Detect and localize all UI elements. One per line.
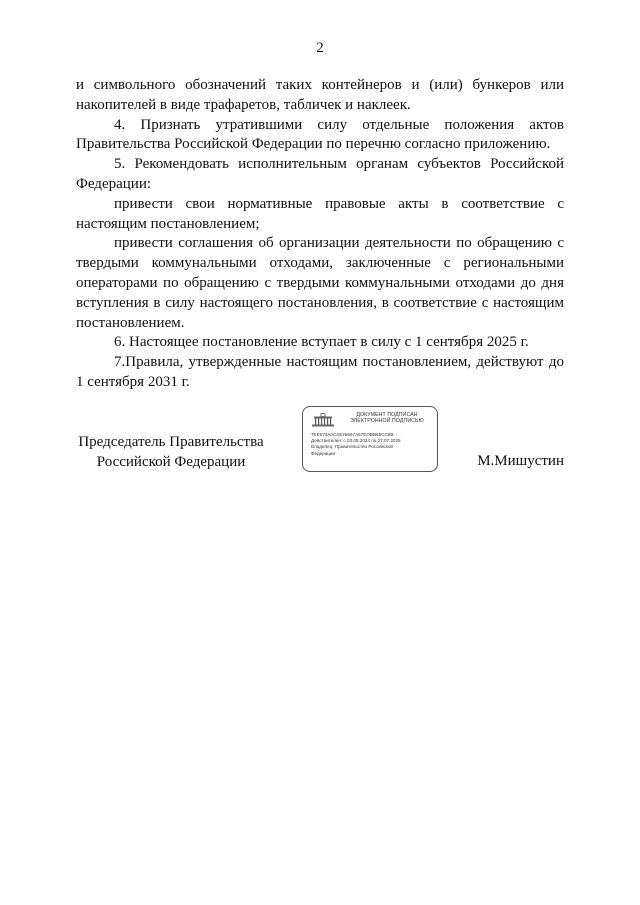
paragraph-item-7: 7.Правила, утвержденные настоящим постановлением, действуют до 1 сентября 2031 г. [76, 354, 564, 390]
electronic-signature-stamp [302, 406, 438, 472]
signer-position-line-2: Российской Федерации [96, 454, 246, 470]
stamp-heading-line-1: ДОКУМЕНТ ПОДПИСАН [356, 412, 418, 418]
stamp-owner-line-2: Федерации [311, 450, 336, 456]
signature-block [76, 412, 564, 480]
stamp-validity: Действителен: с 03.05.2024 по 27.07.2025 [311, 438, 401, 444]
page-number: 2 [316, 40, 324, 56]
signer-position [76, 432, 266, 472]
stamp-heading [339, 412, 435, 425]
paragraph-continuation: и символьного обозначений таких контейнеров и (или) бункеров или накопителей в виде трафаретов, табличек и наклеек. [76, 77, 564, 113]
stamp-heading-line-2: ЭЛЕКТРОННОЙ ПОДПИСЬЮ [350, 418, 424, 425]
government-building-icon [311, 413, 335, 427]
paragraph-item-6: 6. Настоящее постановление вступает в силу с 1 сентября 2025 г. [114, 334, 529, 351]
document-body [76, 76, 564, 393]
paragraph-item-4: 4. Признать утратившими силу отдельные положения актов Правительства Российской Федерации по перечню согласно приложению. [76, 116, 564, 153]
stamp-owner-line-1: Владелец: Правительство Российской [311, 444, 393, 450]
paragraph-item-5: 5. Рекомендовать исполнительным органам субъектов Российской Федерации: [76, 156, 564, 192]
signer-position-line-1: Председатель Правительства [78, 434, 264, 450]
stamp-certificate-number: 7ЕЕ674А0САЕ28667А67ЕОВВ65СС6В [311, 432, 394, 437]
paragraph-item-5-sub-2: привести соглашения об организации деятельности по обращению с твердыми коммунальными отходами, заключенные с региональными операторами по обращению с твердыми коммунальными отходами до дня вступления в силу настоящего постановления, в соответствие с настоящим постановлением. [76, 235, 564, 331]
signer-name: М.Мишустин [477, 453, 564, 469]
paragraph-item-5-sub-1: привести свои нормативные правовые акты в соответствие с настоящим постановлением; [76, 195, 564, 232]
stamp-details [311, 432, 435, 457]
